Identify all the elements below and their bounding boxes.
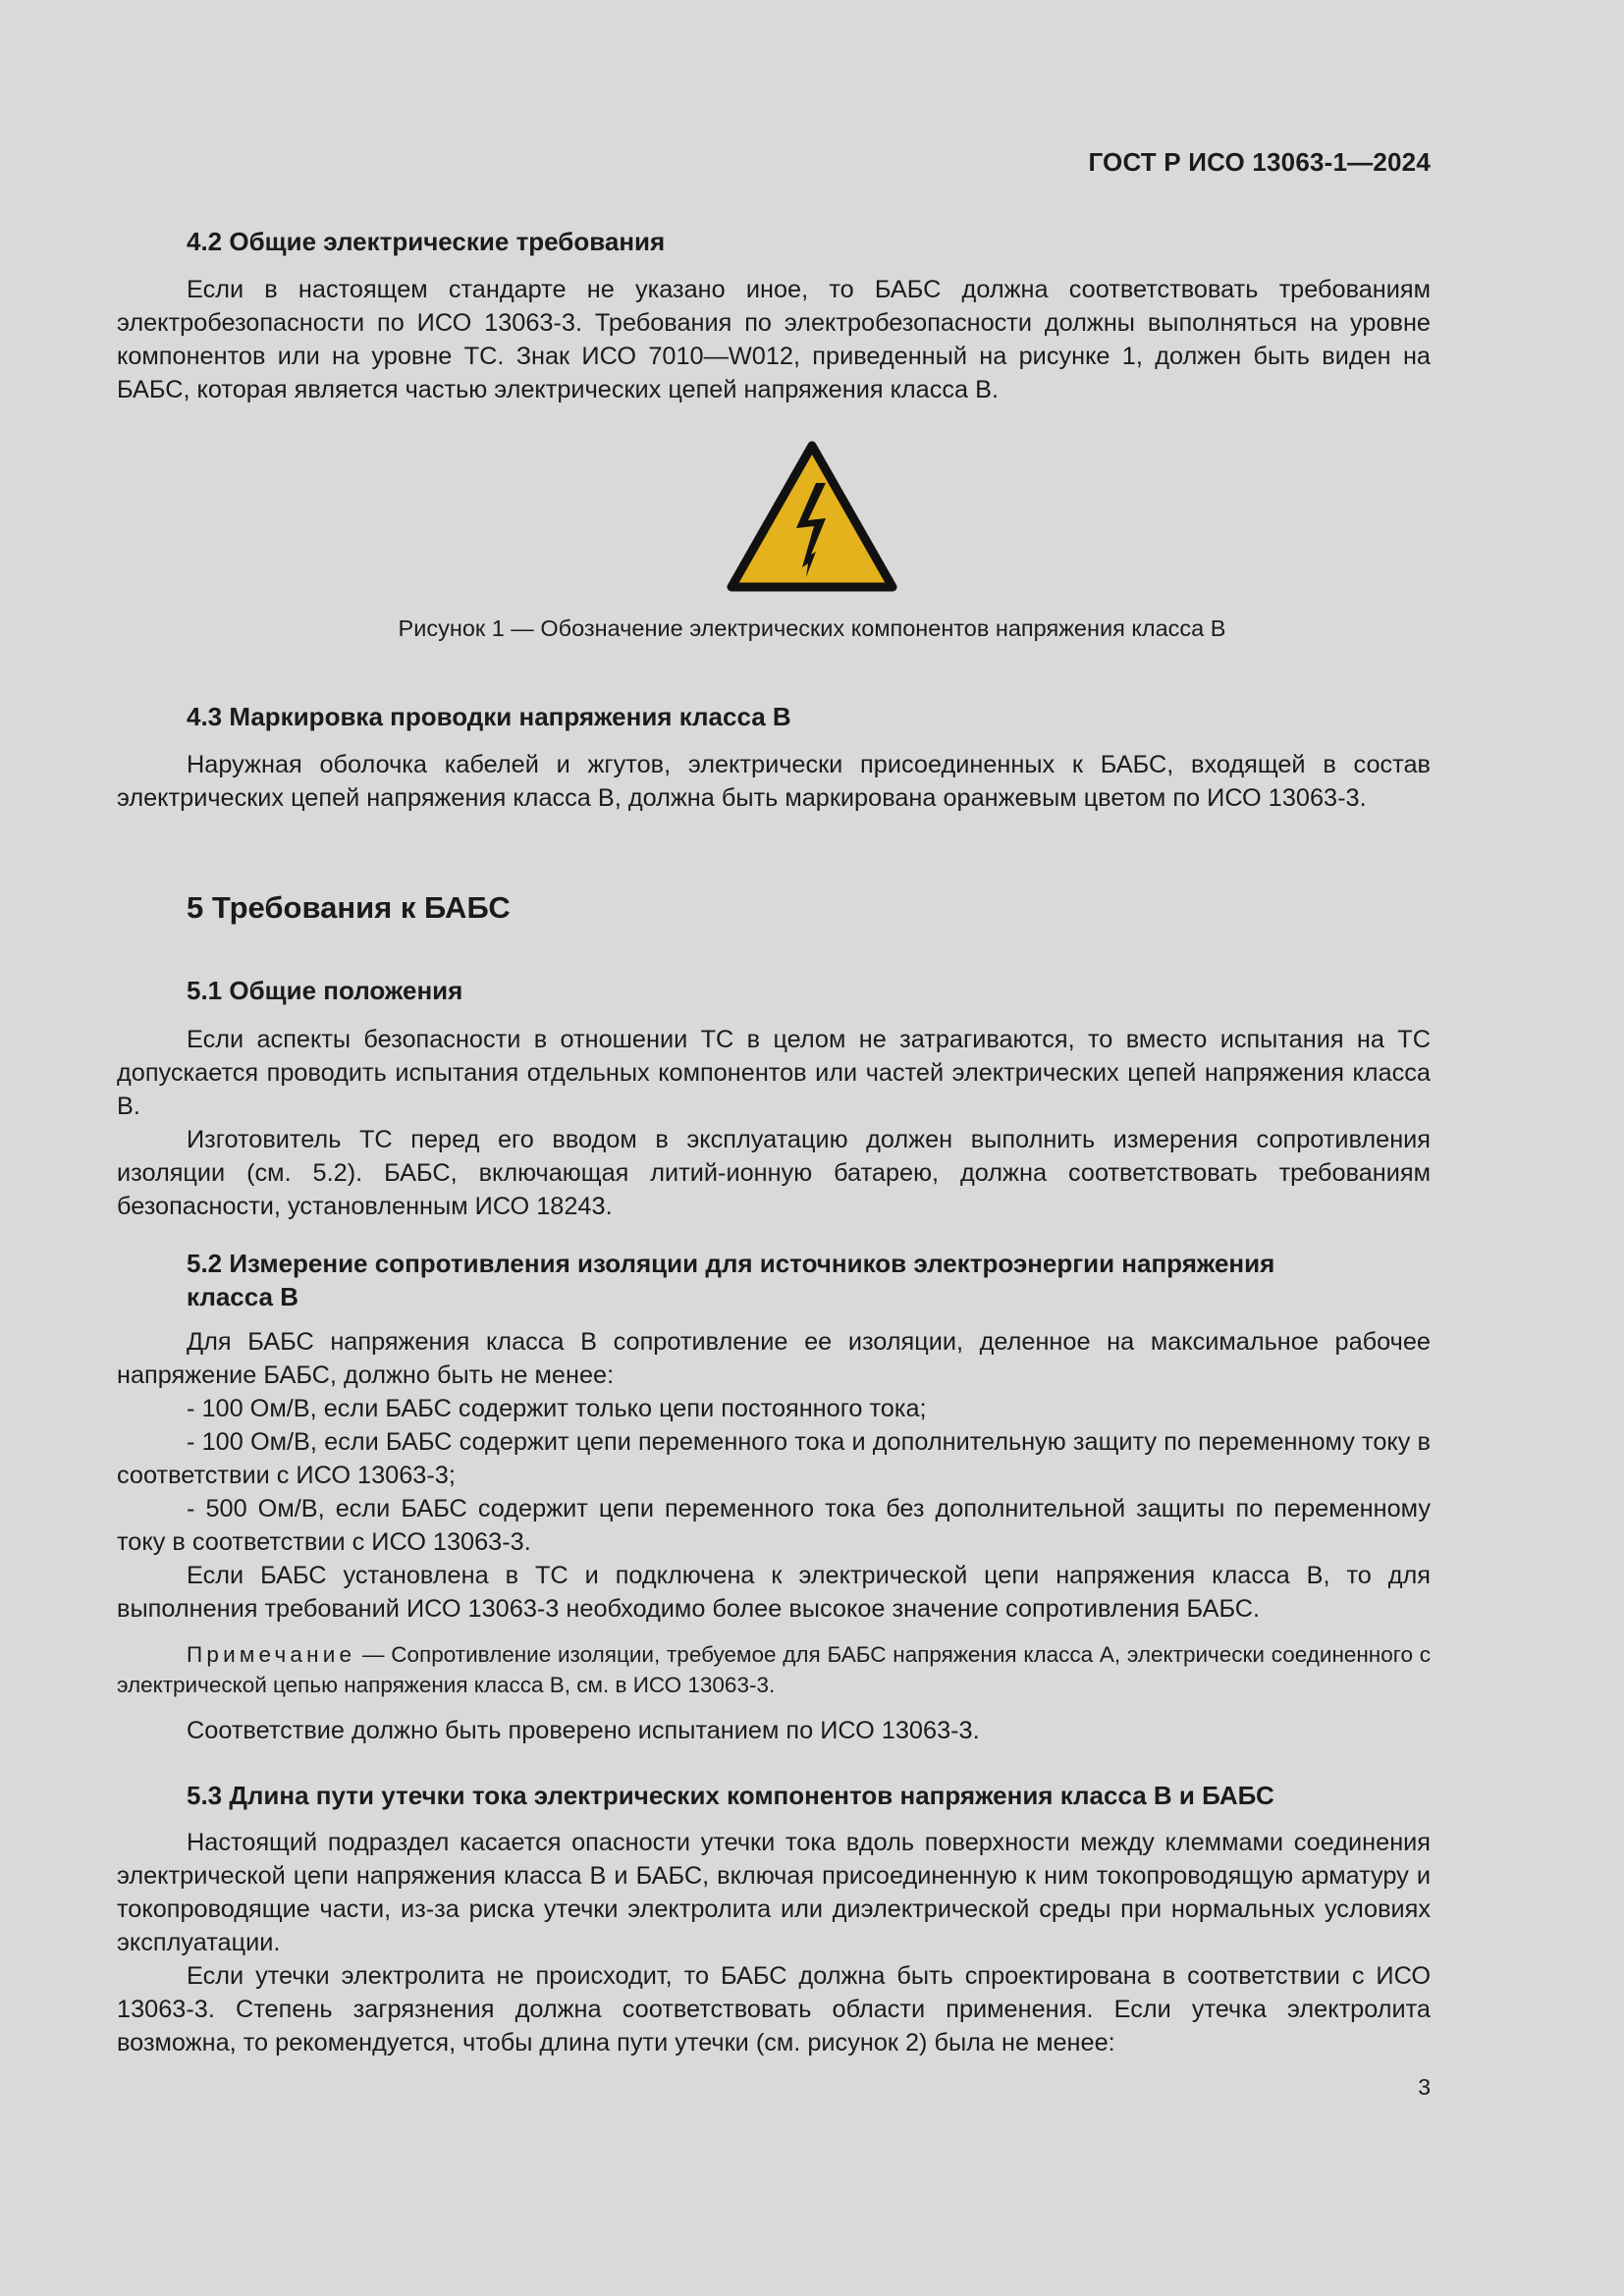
section-4-2-title: 4.2 Общие электрические требования [187, 227, 666, 256]
section-4-3-title: 4.3 Маркировка проводки напряжения класса В [187, 702, 791, 731]
section-5-3-paragraph-1: Настоящий подраздел касается опасности утечки тока вдоль поверхности между клеммами соединения электрической цепи напряжения класса В и БАБС, включая присоединенную к ним токопроводящую арматуру и токопроводящие части, из-за риска утечки электролита или диэлектрической среды при нормальных условиях эксплуатации. [117, 1829, 1431, 1956]
section-5-3-paragraph-2: Если утечки электролита не происходит, то БАБС должна быть спроектирована в соответствии с ИСО 13063-3. Степень загрязнения должна соответствовать области применения. Если утечка электролита возможна, то рекомендуется, чтобы длина пути утечки (см. рисунок 2) была не менее: [117, 1962, 1431, 2056]
section-5-2-title-line-2: класса В [187, 1282, 299, 1311]
section-5-2-paragraph-2: Если БАБС установлена в ТС и подключена к электрической цепи напряжения класса В, то для выполнения требований ИСО 13063-3 необходимо более высокое значение сопротивления БАБС. [117, 1562, 1431, 1623]
chapter-5-title: 5 Требования к БАБС [187, 890, 511, 925]
section-5-1-paragraph-2: Изготовитель ТС перед его вводом в эксплуатацию должен выполнить измерения сопротивления изоляции (см. 5.2). БАБС, включающая литий-ионную батарею, должна соответствовать требованиям безопасности, установленным ИСО 18243. [117, 1126, 1431, 1220]
section-4-2-paragraph: Если в настоящем стандарте не указано иное, то БАБС должна соответствовать требованиям электробезопасности по ИСО 13063-3. Требования по электробезопасности должны выполняться на уровне компонентов или на уровне ТС. Знак ИСО 7010—W012, приведенный на рисунке 1, должен быть виден на БАБС, которая является частью электрических цепей напряжения класса В. [117, 276, 1431, 403]
section-5-1 [117, 974, 1431, 1223]
note-label: Примечание [187, 1642, 356, 1667]
note-text: — Сопротивление изоляции, требуемое для БАБС напряжения класса А, электрически соединенного с электрической цепью напряжения класса В, см. в ИСО 13063-3. [117, 1642, 1431, 1697]
section-4-2 [117, 225, 1431, 406]
section-4-3-paragraph: Наружная оболочка кабелей и жгутов, электрически присоединенных к БАБС, входящей в состав электрических цепей напряжения класса В, должна быть маркирована оранжевым цветом по ИСО 13063-3. [117, 751, 1431, 812]
section-5-3 [117, 1779, 1431, 2059]
section-5-1-paragraph-1: Если аспекты безопасности в отношении ТС в целом не затрагиваются, то вместо испытания на ТС допускается проводить испытания отдельных компонентов или частей электрических цепей напряжения класса В. [117, 1026, 1431, 1120]
list-item: - 500 Ом/В, если БАБС содержит цепи переменного тока без дополнительной защиты по переменному току в соответствии с ИСО 13063-3. [117, 1495, 1431, 1556]
section-5-2-paragraph-3: Соответствие должно быть проверено испытанием по ИСО 13063-3. [187, 1717, 980, 1744]
section-5-2-paragraph-1: Для БАБС напряжения класса В сопротивление ее изоляции, деленное на максимальное рабочее напряжение БАБС, должно быть не менее: [117, 1328, 1431, 1389]
section-5-2-title-line-1: 5.2 Измерение сопротивления изоляции для источников электроэнергии напряжения [187, 1249, 1275, 1278]
page-number: 3 [1418, 2074, 1431, 2100]
standard-code-header: ГОСТ Р ИСО 13063-1—2024 [1088, 147, 1431, 177]
section-5-2 [117, 1247, 1431, 1747]
section-5-1-title: 5.1 Общие положения [187, 976, 463, 1005]
figure-1 [0, 438, 1624, 643]
list-item: - 100 Ом/В, если БАБС содержит цепи переменного тока и дополнительную защиту по переменному току в соответствии с ИСО 13063-3; [117, 1428, 1431, 1489]
high-voltage-warning-icon [724, 438, 900, 595]
section-5-3-title: 5.3 Длина пути утечки тока электрических компонентов напряжения класса В и БАБС [187, 1781, 1274, 1810]
chapter-5 [117, 888, 1431, 928]
list-item: - 100 Ом/В, если БАБС содержит только цепи постоянного тока; [187, 1395, 927, 1422]
section-4-3 [117, 700, 1431, 815]
figure-1-caption: Рисунок 1 — Обозначение электрических компонентов напряжения класса В [398, 615, 1226, 641]
section-5-2-note [117, 1639, 1431, 1700]
